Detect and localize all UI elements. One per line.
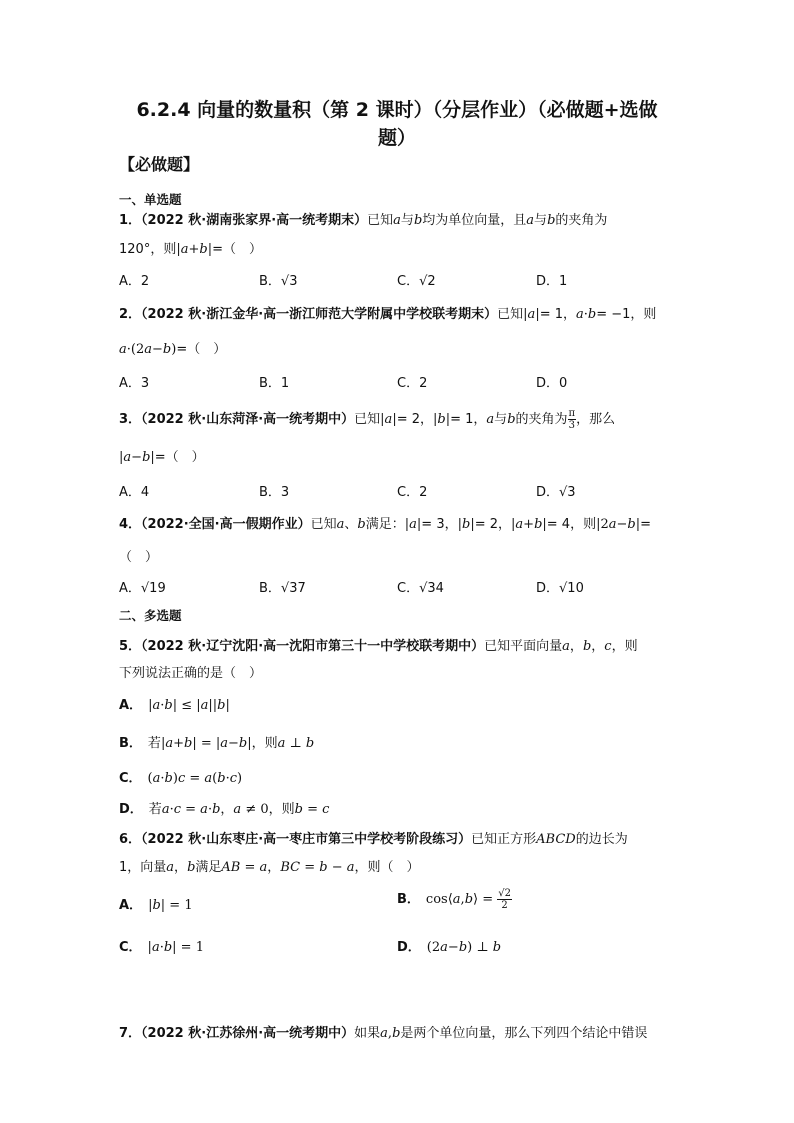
q1-option-b: B．√3 bbox=[259, 274, 298, 289]
question-1-line1: 1．（2022 秋·湖南张家界·高一统考期末）已知a与b均为单位向量，且a与b的夹角为 bbox=[119, 213, 608, 228]
question-3-line2: |a−b|=（ ） bbox=[119, 450, 205, 465]
question-4-line1: 4．（2022·全国·高一假期作业）已知a、b满足：|a|= 3，|b|= 2，|a+b|= 4，则|2a−b|= bbox=[119, 517, 652, 532]
q3-option-c: C．2 bbox=[397, 485, 428, 500]
q1-option-a: A．2 bbox=[119, 274, 150, 289]
question-7-line1: 7．（2022 秋·江苏徐州·高一统考期中）如果a,b是两个单位向量，那么下列四个结论中错误 bbox=[119, 1026, 648, 1041]
q5-option-d: D． 若a·c = a·b，a ≠ 0，则b = c bbox=[119, 802, 330, 817]
q1-option-d: D．1 bbox=[536, 274, 568, 289]
q6-option-b: B． cos⟨a,b⟩ = $\frac{√2}{2}$ bbox=[397, 888, 511, 911]
q6-option-a: A． |b| = 1 bbox=[119, 898, 193, 913]
q2-option-a: A．3 bbox=[119, 376, 150, 391]
q3-option-a: A．4 bbox=[119, 485, 150, 500]
q3-option-b: B．3 bbox=[259, 485, 290, 500]
q2-option-d: D．0 bbox=[536, 376, 568, 391]
q2-option-b: B．1 bbox=[259, 376, 290, 391]
q4-option-a: A．√19 bbox=[119, 581, 166, 596]
section-required-heading: 【必做题】 bbox=[119, 155, 200, 174]
q1-option-c: C．√2 bbox=[397, 274, 436, 289]
q6-option-c: C． |a·b| = 1 bbox=[119, 940, 204, 955]
doc-title-line2: 题） bbox=[377, 127, 416, 149]
question-3-line1: 3．（2022 秋·山东菏泽·高一统考期中）已知|a|= 2，|b|= 1，a与b的夹角为 $\frac{\pi}{3}$ ，那么 bbox=[119, 408, 616, 431]
q5-option-a: A． |a·b| ≤ |a||b| bbox=[119, 698, 230, 713]
q4-option-b: B．√37 bbox=[259, 581, 306, 596]
question-6-line1: 6．（2022 秋·山东枣庄·高一枣庄市第三中学校考阶段练习）已知正方形ABCD的边长为 bbox=[119, 832, 628, 847]
question-2-line1: 2．（2022 秋·浙江金华·高一浙江师范大学附属中学校联考期末）已知|a|= 1，a·b= −1，则 bbox=[119, 307, 657, 322]
q4-option-d: D．√10 bbox=[536, 581, 584, 596]
doc-title-line1: 6.2.4 向量的数量积（第 2 课时）（分层作业）（必做题+选做 bbox=[136, 99, 658, 121]
q2-option-c: C．2 bbox=[397, 376, 428, 391]
q5-option-b: B． 若|a+b| = |a−b|，则a ⊥ b bbox=[119, 736, 315, 751]
question-2-line2: a·(2a−b)=（ ） bbox=[119, 342, 227, 357]
question-1-line2: 120°，则|a+b|=（ ） bbox=[119, 242, 263, 257]
question-5-line1: 5．（2022 秋·辽宁沈阳·高一沈阳市第三十一中学校联考期中）已知平面向量a，b，c，则 bbox=[119, 639, 638, 654]
q6-option-d: D． (2a−b) ⊥ b bbox=[397, 940, 502, 955]
q3-option-d: D．√3 bbox=[536, 485, 576, 500]
part2-heading: 二、多选题 bbox=[119, 608, 182, 623]
question-4-line2: （ ） bbox=[119, 550, 159, 565]
part1-heading: 一、单选题 bbox=[119, 192, 182, 207]
question-5-line2: 下列说法正确的是（ ） bbox=[119, 666, 263, 681]
q4-option-c: C．√34 bbox=[397, 581, 444, 596]
q5-option-c: C． (a·b)c = a(b·c) bbox=[119, 771, 243, 786]
question-6-line2: 1，向量a，b满足AB = a，BC = b − a，则（ ） bbox=[119, 860, 420, 875]
